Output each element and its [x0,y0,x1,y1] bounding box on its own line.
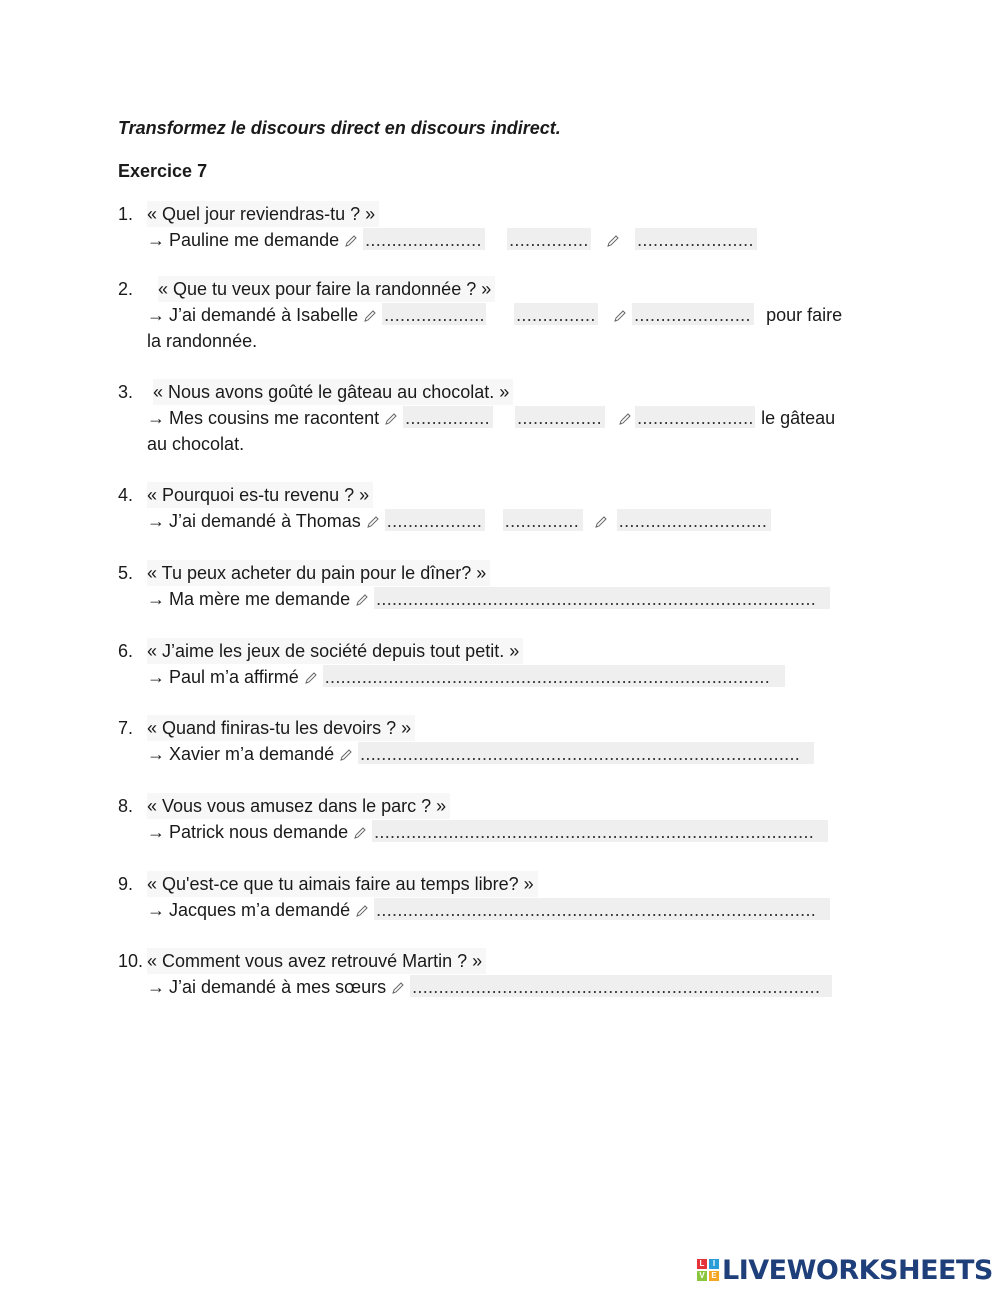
answer-line [147,664,785,690]
arrow-icon: → [147,230,165,250]
exercise-title: Exercice 7 [118,161,208,181]
answer-blank-2[interactable]: ............... [507,228,591,250]
question-number: 7. [118,718,134,738]
answer-lead: J’ai demandé à mes sœurs [169,977,387,997]
pencil-icon [352,825,368,841]
answer-blank-3[interactable]: ...................... [635,228,757,250]
arrow-icon: → [147,822,165,842]
question-number: 2. [118,279,134,299]
direct-speech-prompt: « J’aime les jeux de société depuis tout petit. » [147,638,523,664]
answer-continuation: au chocolat. [147,434,245,454]
answer-line [147,508,771,534]
pencil-icon [303,670,319,686]
direct-speech-prompt: « Comment vous avez retrouvé Martin ? » [147,948,486,974]
answer-lead: J’ai demandé à Thomas [169,511,361,531]
answer-line [147,586,830,612]
answer-blank-3[interactable]: ...................... [637,408,754,428]
arrow-icon: → [147,900,165,920]
arrow-icon: → [147,408,165,428]
question-number: 4. [118,485,134,505]
direct-speech-prompt: « Pourquoi es-tu revenu ? » [147,482,373,508]
logo-letter-e: E [709,1271,719,1281]
arrow-icon: → [147,667,165,687]
answer-blank[interactable]: ............................................................................. [410,975,832,997]
pencil-icon [612,308,628,324]
answer-blank[interactable]: ................................................................................... [372,820,828,842]
answer-tail: pour faire [766,305,843,325]
liveworksheets-logo[interactable] [697,1255,993,1285]
question-number: 1. [118,204,134,224]
answer-lead: Ma mère me demande [169,589,351,609]
answer-lead: Xavier m’a demandé [169,744,335,764]
pencil-icon [605,233,621,249]
answer-blank-3[interactable]: ...................... [632,303,754,325]
answer-line [147,819,828,845]
answer-lead: Mes cousins me racontent [169,408,380,428]
answer-tail: le gâteau [761,408,836,428]
pencil-icon [593,514,609,530]
question-number: 6. [118,641,134,661]
pencil-icon [390,980,406,996]
pencil-icon [338,747,354,763]
answer-blank-1[interactable]: ................... [384,305,485,325]
direct-speech-prompt: « Qu'est-ce que tu aimais faire au temps libre? » [147,871,538,897]
answer-continuation: la randonnée. [147,331,258,351]
answer-blank[interactable]: .................................................................................... [323,665,785,687]
answer-blank-1[interactable]: ................ [403,406,493,428]
answer-lead: Patrick nous demande [169,822,349,842]
answer-lead: J’ai demandé à Isabelle [169,305,359,325]
arrow-icon: → [147,589,165,609]
answer-lead: Pauline me demande [169,230,340,250]
question-number: 3. [118,382,134,402]
direct-speech-prompt: « Quand finiras-tu les devoirs ? » [147,715,415,741]
answer-blank-2[interactable]: .............. [503,509,583,531]
arrow-icon: → [147,977,165,997]
logo-letter-v: V [697,1271,707,1281]
question-number: 9. [118,874,134,894]
question-number: 5. [118,563,134,583]
logo-letter-l: L [697,1259,707,1269]
answer-line [147,741,814,767]
answer-blank-1[interactable]: ...................... [363,228,485,250]
arrow-icon: → [147,744,165,764]
pencil-icon [354,903,370,919]
direct-speech-prompt: « Quel jour reviendras-tu ? » [147,201,379,227]
answer-blank-2[interactable]: ................ [515,406,605,428]
arrow-icon: → [147,511,165,531]
pencil-icon [354,592,370,608]
answer-lead: Jacques m’a demandé [169,900,351,920]
arrow-icon: → [147,305,165,325]
answer-blank[interactable]: ................................................................................... [374,898,830,920]
answer-line [147,227,757,253]
pencil-icon [617,411,633,427]
answer-line [147,974,832,1000]
direct-speech-prompt: « Nous avons goûté le gâteau au chocolat. » [153,379,513,405]
direct-speech-prompt: « Vous vous amusez dans le parc ? » [147,793,450,819]
pencil-icon [383,411,399,427]
direct-speech-prompt: « Tu peux acheter du pain pour le dîner? » [147,560,490,586]
answer-blank-2[interactable]: ............... [514,303,598,325]
logo-text: LIVEWORKSHEETS [722,1254,993,1286]
answer-line [147,302,842,328]
pencil-icon [362,308,378,324]
answer-line [147,897,830,923]
answer-lead: Paul m’a affirmé [169,667,299,687]
pencil-icon [343,233,359,249]
answer-blank[interactable]: ................................................................................... [374,587,830,609]
instruction-text: Transformez le discours direct en discours indirect. [118,118,561,138]
logo-mark-icon [697,1259,719,1281]
question-number: 8. [118,796,134,816]
answer-line [147,405,835,431]
logo-letter-i: I [709,1259,719,1269]
question-number: 10. [118,951,144,971]
direct-speech-prompt: « Que tu veux pour faire la randonnée ? » [158,276,495,302]
answer-blank[interactable]: ................................................................................... [358,742,814,764]
answer-blank-3[interactable]: ............................ [617,509,771,531]
answer-blank-1[interactable]: .................. [385,509,485,531]
pencil-icon [365,514,381,530]
